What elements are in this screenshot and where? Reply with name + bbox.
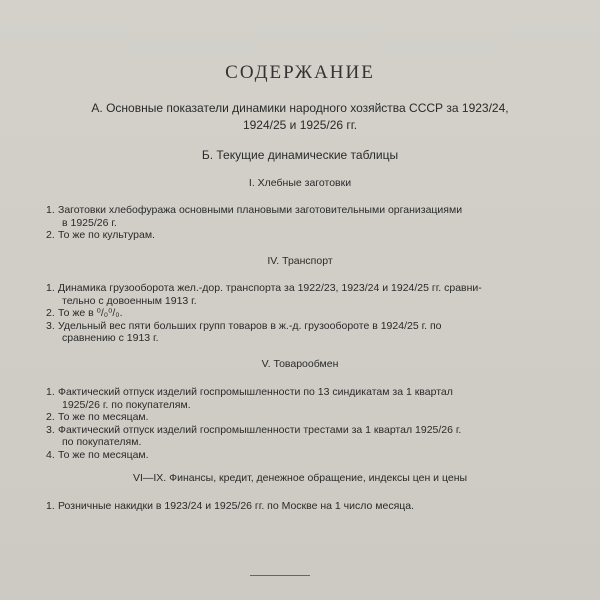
list-item xyxy=(46,229,542,242)
list-item xyxy=(46,204,542,217)
item-text-continued: по покупателям. xyxy=(62,436,142,448)
item-number: 2. xyxy=(46,229,55,241)
item-text-continued: тельно с довоенным 1913 г. xyxy=(62,294,197,307)
group-list xyxy=(46,204,542,242)
item-number: 1. xyxy=(46,500,55,512)
item-text-continued: 1925/26 г. по покупателям. xyxy=(62,398,191,411)
list-item xyxy=(46,411,542,424)
list-item xyxy=(46,386,542,399)
item-text: Фактический отпуск изделий госпромышленности трестами за 1 квартал 1925/26 г. xyxy=(58,423,462,436)
list-item xyxy=(46,424,542,437)
item-number: 4. xyxy=(46,448,55,461)
list-item xyxy=(46,320,542,333)
group-heading: IV. Транспорт xyxy=(267,255,333,267)
group-list xyxy=(46,386,542,461)
list-item xyxy=(46,282,542,295)
group-heading: V. Товарообмен xyxy=(261,358,339,370)
footer-divider xyxy=(250,575,310,576)
item-number: 2. xyxy=(46,307,55,319)
item-text: То же по культурам. xyxy=(58,229,155,241)
item-text: То же по месяцам. xyxy=(58,448,149,461)
section-a-line-1: А. Основные показатели динамики народного хозяйства СССР за 1923/24, xyxy=(91,101,509,115)
item-number: 1. xyxy=(46,282,55,294)
item-text: Розничные накидки в 1923/24 и 1925/26 гг. по Москве на 1 число месяца. xyxy=(58,500,415,512)
list-item xyxy=(46,307,542,320)
item-number: 1. xyxy=(46,386,55,398)
item-text: Динамика грузооборота жел.-дор. транспорта за 1922/23, 1923/24 и 1924/25 гг. сравни- xyxy=(58,282,482,294)
item-number: 2. xyxy=(46,411,55,423)
page-title: СОДЕРЖАНИЕ xyxy=(225,62,375,83)
item-text: То же по месяцам. xyxy=(58,411,149,423)
item-text: Фактический отпуск изделий госпромышленности по 13 синдикатам за 1 квартал xyxy=(58,386,453,398)
item-text: То же в ⁰/₀⁰/₀. xyxy=(58,307,123,319)
group-heading: I. Хлебные заготовки xyxy=(248,177,352,189)
list-item xyxy=(46,500,542,513)
section-a-line-2: 1924/25 и 1925/26 гг. xyxy=(242,118,358,132)
group-heading: VI—IX. Финансы, кредит, денежное обращение, индексы цен и цены xyxy=(132,472,468,484)
item-number: 1. xyxy=(46,204,55,216)
item-text: Удельный вес пяти больших групп товаров в ж.-д. грузообороте в 1924/25 г. по xyxy=(58,319,442,332)
list-item xyxy=(46,449,542,462)
item-number: 3. xyxy=(46,423,55,436)
item-number: 3. xyxy=(46,319,55,332)
section-b-heading: Б. Текущие динамические таблицы xyxy=(201,148,399,162)
item-text-continued: сравнению с 1913 г. xyxy=(62,332,159,344)
section-a-heading xyxy=(60,100,540,134)
item-text-continued: в 1925/26 г. xyxy=(62,216,117,229)
group-list xyxy=(46,500,542,513)
item-text: Заготовки хлебофуража основными плановыми заготовительными организациями xyxy=(58,204,463,216)
group-list xyxy=(46,282,542,345)
